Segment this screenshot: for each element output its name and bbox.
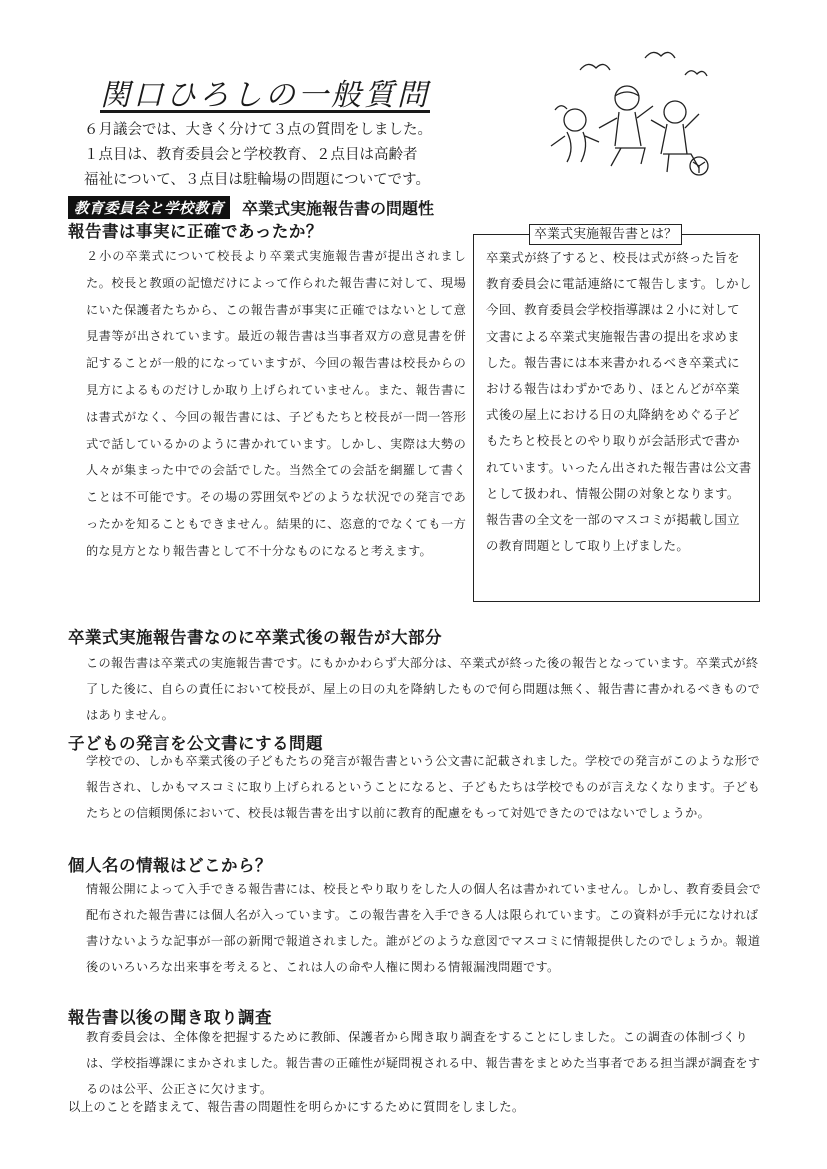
closing-text: 以上のことを踏まえて、報告書の問題性を明らかにするために質問をしました。 (68, 1099, 525, 1114)
question-body: この報告書は卒業式の実施報告書です。にもかかわらず大部分は、卒業式が終った後の報告となっています。卒業式が終了した後に、自らの責任において校長が、屋上の日の丸を降納したもので何ら問題は無く、報告書に書かれるべきものではありません。 (86, 656, 761, 722)
question-heading: 卒業式実施報告書なのに卒業式後の報告が大部分 (68, 628, 442, 647)
section-badge: 教育委員会と学校教育 (68, 196, 230, 219)
question-body: 教育委員会は、全体像を把握するために教師、保護者から聞き取り調査をすることにしました。この調査の体制づくりは、学校指導課にまかされました。報告書の正確性が疑問視される中、報告書をまとめた当事者である担当課が調査をするのは公平、公正さに欠けます。 (86, 1030, 761, 1096)
intro-line: ６月議会では、大きく分けて３点の質問をしました。 (84, 122, 432, 138)
question-heading: 子どもの発言を公文書にする問題 (68, 734, 323, 753)
sidebar-title: 卒業式実施報告書とは？ (529, 224, 682, 245)
question-body: 情報公開によって入手できる報告書には、校長とやり取りをした人の個人名は書かれていません。しかし、教育委員会で配布された報告書には個人名が入っています。この報告書を入手できる人は限られています。この資料が手元になければ書けないような記事が一部の新聞で報道されました。誰がどのような意図でマスコミに情報提供したのでしょうか。報道後のいろいろな出来事を考えると、これは人の命や人権に関わる情報漏洩問題です。 (86, 882, 762, 974)
page-title: 関口ひろしの一般質問 (100, 78, 430, 113)
question-heading: 個人名の情報はどこから？ (68, 856, 272, 875)
intro-text (84, 118, 514, 193)
sidebar-box (473, 227, 760, 602)
question-heading: 報告書は事実に正確であったか？ (68, 222, 323, 241)
section-subtitle: 卒業式実施報告書の問題性 (242, 199, 435, 218)
section-header (68, 196, 434, 219)
question-body: ２小の卒業式について校長より卒業式実施報告書が提出されました。校長と教頭の記憶だけによって作られた報告書に対して、現場にいた保護者たちから、この報告書が事実に正確ではないとして意見書等が出されています。最近の報告書は当事者双方の意見書を併記することが一般的になっていますが、今回の報告書は校長からの見方によるものだけしか取り上げられていません。また、報告書には書式がなく、今回の報告書には、子どもたちと校長が一問一答形式で話しているかのように書かれています。しかし、実際は大勢の人々が集まった中での会話でした。当然全ての会話を網羅して書くことは不可能です。その場の雰囲気やどのような状況での発言であったかを知ることもできません。結果的に、恣意的でなくても一方的な見方となり報告書として不十分なものになると考えます。 (86, 249, 466, 558)
intro-line: 福祉について、３点目は駐輪場の問題についてです。 (84, 172, 430, 188)
question-heading: 報告書以後の聞き取り調査 (68, 1008, 272, 1027)
intro-line: １点目は、教育委員会と学校教育、２点目は高齢者 (84, 147, 418, 163)
children-playing-soccer-illustration (535, 40, 725, 190)
sidebar-body: 卒業式が終了すると、校長は式が終った旨を教育委員会に電話連絡にて報告します。しかし今回、教育委員会学校指導課は２小に対して文書による卒業式実施報告書の提出を求めました。報告書には本来書かれるべき卒業式における報告はわずかであり、ほとんどが卒業式後の屋上における日の丸降納をめぐる子どもたちと校長とのやり取りが会話形式で書かれています。いったん出された報告書は公文書として扱われ、情報公開の対象となります。報告書の全文を一部のマスコミが掲載し国立の教育問題として取り上げました。 (486, 250, 752, 554)
question-body: 学校での、しかも卒業式後の子どもたちの発言が報告書という公文書に記載されました。学校での発言がこのような形で報告され、しかもマスコミに取り上げられるということになると、子どもたちは学校でものが言えなくなります。子どもたちとの信頼関係において、校長は報告書を出す以前に教育的配慮をもって対処できたのではないでしょうか。 (86, 754, 761, 820)
